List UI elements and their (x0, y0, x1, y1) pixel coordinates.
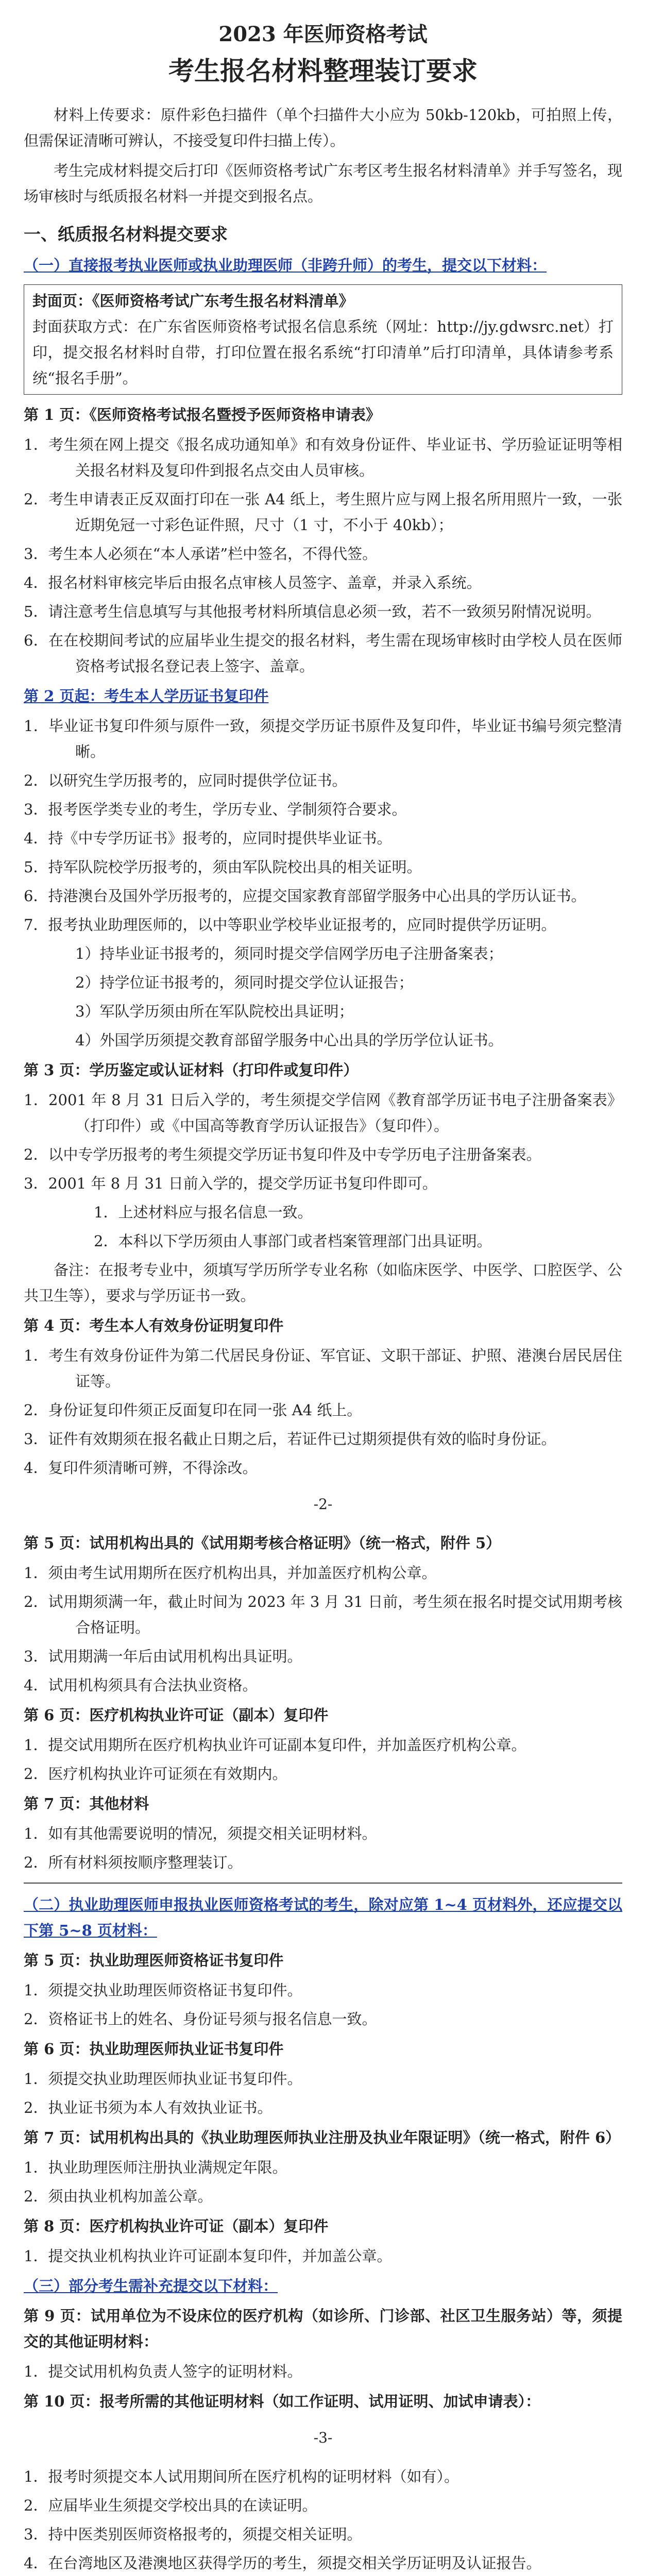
page7-list (24, 1821, 622, 1875)
qual-page6-heading: 第 6 页：执业助理医师执业证书复印件 (24, 2040, 284, 2058)
list-item: 2．医疗机构执业许可证须在有效期内。 (24, 1765, 287, 1783)
list-item: 1．2001 年 8 月 31 日后入学的，考生须提交学信网《教育部学历证书电子注册备案表》（打印件）或《中国高等教育学历认证报告》（复印件）。 (24, 1091, 622, 1134)
list-item: 1．考生须在网上提交《报名成功通知单》和有效身份证件、毕业证书、学历验证证明等相关报名材料及复印件到报名点交由人员审核。 (24, 436, 622, 479)
list-item: 2．须由执业机构加盖公章。 (24, 2188, 213, 2205)
page6-heading: 第 6 页：医疗机构执业许可证（副本）复印件 (24, 1706, 329, 1724)
list-item: 4．报名材料审核完毕后由报名点审核人员签字、盖章，并录入系统。 (24, 574, 482, 591)
list-item: 1．毕业证书复印件须与原件一致，须提交学历证书原件及复印件，毕业证书编号须完整清晰。 (24, 717, 622, 760)
list-item: 5．请注意考生信息填写与其他报考材料所填信息必须一致，若不一致须另附情况说明。 (24, 603, 601, 620)
list-item: 4．复印件须清晰可辨，不得涂改。 (24, 1459, 258, 1477)
list-item: 3．证件有效期须在报名截止日期之后，若证件已过期须提供有效的临时身份证。 (24, 1430, 556, 1448)
list-item: 1．考生有效身份证件为第二代居民身份证、军官证、文职干部证、护照、港澳台居民居住证等。 (24, 1347, 622, 1390)
list-item: 3．持中医类别医师资格报考的，须提交相关证明。 (24, 2526, 362, 2543)
list-item: 4．持《中专学历证书》报考的，应同时提供毕业证书。 (24, 829, 392, 847)
list-item: 2．以中专学历报考的考生须提交学历证书复印件及中专学历电子注册备案表。 (24, 1146, 541, 1163)
list-item: 5．持军队院校学历报考的，须由军队院校出具的相关证明。 (24, 858, 422, 876)
list-subitem: 1．上述材料应与报名信息一致。 (94, 1204, 313, 1221)
list-item: 1．提交执业机构执业许可证副本复印件，并加盖公章。 (24, 2247, 392, 2265)
list-item: 7．报考执业助理医师的，以中等职业学校毕业证报考的，应同时提供学历证明。 (24, 916, 556, 934)
qual-page7-list (24, 2155, 622, 2209)
subsection-heading-1: （一）直接报考执业医师或执业助理医师（非跨升师）的考生，提交以下材料： (24, 257, 547, 274)
list-item: 1．执业助理医师注册执业满规定年限。 (24, 2159, 287, 2176)
cover-page-label: 封面页：《医师资格考试广东考生报名材料清单》 (32, 292, 354, 310)
document-title-year: 2023 年医师资格考试 (218, 22, 428, 46)
subsection-heading-3: （三）部分考生需补充提交以下材料： (24, 2277, 278, 2295)
page9-heading: 第 9 页：试用单位为不设床位的医疗机构（如诊所、门诊部、社区卫生服务站）等，须提交的其他证明材料： (24, 2307, 622, 2350)
page1-list (24, 432, 622, 679)
page10-list (24, 2464, 622, 2576)
page-number: -3- (313, 2429, 333, 2446)
list-item: 2．执业证书须为本人有效执业证书。 (24, 2099, 273, 2116)
list-item: 3．报考医学类专业的考生，学历专业、学制须符合要求。 (24, 801, 407, 818)
cover-page-box (24, 284, 622, 395)
page7-heading: 第 7 页：其他材料 (24, 1795, 149, 1812)
page2-list (24, 713, 622, 1053)
list-item: 1．须由考生试用期所在医疗机构出具，并加盖医疗机构公章。 (24, 1564, 437, 1582)
intro-upload-requirement: 材料上传要求：原件彩色扫描件（单个扫描件大小应为 50kb-120kb，可拍照上传，但需保证清晰可辨认，不接受复印件扫描上传）。 (24, 106, 622, 149)
document-title: 考生报名材料整理装订要求 (168, 56, 478, 86)
list-item: 6．持港澳台及国外学历报考的，应提交国家教育部留学服务中心出具的学历认证书。 (24, 887, 586, 905)
list-item: 1．须提交执业助理医师资格证书复印件。 (24, 1981, 302, 1999)
page-number: -2- (313, 1496, 333, 1513)
intro-print-requirement: 考生完成材料提交后打印《医师资格考试广东考区考生报名材料清单》并手写签名，现场审核时与纸质报名材料一并提交到报名点。 (24, 162, 622, 205)
list-item: 3．考生本人必须在“本人承诺”栏中签名，不得代签。 (24, 545, 378, 563)
page5-list (24, 1560, 622, 1698)
page6-list (24, 1732, 622, 1787)
list-subitem: 2．本科以下学历须由人事部门或者档案管理部门出具证明。 (94, 1232, 492, 1250)
qual-page8-list (24, 2243, 622, 2269)
list-item: 3．2001 年 8 月 31 日前入学的，提交学历证书复印件即可。 (24, 1175, 437, 1192)
page4-list (24, 1343, 622, 1481)
list-item: 1．如有其他需要说明的情况，须提交相关证明材料。 (24, 1825, 377, 1842)
list-item: 1．提交试用期所在医疗机构执业许可证副本复印件，并加盖医疗机构公章。 (24, 1736, 526, 1754)
qual-page6-list (24, 2066, 622, 2121)
list-item: 4．在台湾地区及港澳地区获得学历的考生，须提交相关学历证明及认证报告。 (24, 2554, 541, 2572)
list-item: 2．考生申请表正反双面打印在一张 A4 纸上，考生照片应与网上报名所用照片一致，一张近期免冠一寸彩色证件照，尺寸（1 寸，不小于 40kb）； (24, 490, 622, 534)
list-item: 1．报考时须提交本人试用期间所在医疗机构的证明材料（如有）。 (24, 2468, 459, 2485)
list-item: 2．资格证书上的姓名、身份证号须与报名信息一致。 (24, 2010, 377, 2028)
list-item: 2．所有材料须按顺序整理装订。 (24, 1854, 243, 1871)
list-item: 4．试用机构须具有合法执业资格。 (24, 1676, 258, 1694)
list-subitem: 2）持学位证书报考的，须同时提交学位认证报告； (75, 974, 414, 991)
list-item: 2．身份证复印件须正反面复印在同一张 A4 纸上。 (24, 1401, 362, 1419)
list-item: 1．须提交执业助理医师执业证书复印件。 (24, 2070, 302, 2088)
page2-heading: 第 2 页起：考生本人学历证书复印件 (24, 687, 269, 705)
list-item: 3．试用期满一年后由试用机构出具证明。 (24, 1648, 302, 1665)
cover-page-instruction: 封面获取方式：在广东省医师资格考试报名信息系统（网址：http://jy.gdwsrc.net）打印，提交报名材料时自带，打印位置在报名系统“打印清单”后打印清单，具体请参考系统“报名手册”。 (32, 318, 614, 387)
list-item: 2．以研究生学历报考的，应同时提供学位证书。 (24, 772, 347, 789)
page4-heading: 第 4 页：考生本人有效身份证明复印件 (24, 1317, 284, 1334)
section-heading-1: 一、纸质报名材料提交要求 (24, 224, 228, 244)
qual-page5-heading: 第 5 页：执业助理医师资格证书复印件 (24, 1952, 284, 1969)
qual-page5-list (24, 1977, 622, 2032)
page5-heading: 第 5 页：试用机构出具的《试用期考核合格证明》（统一格式，附件 5） (24, 1534, 501, 1552)
qual-page8-heading: 第 8 页：医疗机构执业许可证（副本）复印件 (24, 2217, 329, 2235)
divider (24, 1883, 622, 1884)
list-subitem: 3）军队学历须由所在军队院校出具证明； (75, 1003, 354, 1020)
page9-list (24, 2359, 622, 2384)
qual-page7-heading: 第 7 页：试用机构出具的《执业助理医师执业注册及执业年限证明》（统一格式，附件 6） (24, 2129, 621, 2146)
list-item: 2．应届毕业生须提交学校出具的在读证明。 (24, 2497, 317, 2514)
list-item: 6．在在校期间考试的应届毕业生提交的报名材料，考生需在现场审核时由学校人员在医师资格考试报名登记表上签字、盖章。 (24, 632, 622, 675)
list-item: 2．试用期须满一年，截止时间为 2023 年 3 月 31 日前，考生须在报名时提交试用期考核合格证明。 (24, 1593, 622, 1636)
subsection-heading-2: （二）执业助理医师申报执业医师资格考试的考生，除对应第 1~4 页材料外，还应提交以下第 5~8 页材料： (24, 1896, 622, 1939)
list-subitem: 1）持毕业证书报考的，须同时提交学信网学历电子注册备案表； (75, 945, 503, 962)
list-subitem: 4）外国学历须提交教育部留学服务中心出具的学历学位认证书。 (75, 1031, 503, 1049)
list-item: 1．提交试用机构负责人签字的证明材料。 (24, 2363, 302, 2380)
page1-heading: 第 1 页：《医师资格考试报名暨授予医师资格申请表》 (24, 406, 381, 423)
page3-list (24, 1087, 622, 1254)
page10-heading: 第 10 页：报考所需的其他证明材料（如工作证明、试用证明、加试申请表）： (24, 2393, 541, 2410)
page3-note: 备注：在报考专业中，须填写学历所学专业名称（如临床医学、中医学、口腔医学、公共卫生等），要求与学历证书一致。 (24, 1261, 622, 1304)
page3-heading: 第 3 页：学历鉴定或认证材料（打印件或复印件） (24, 1061, 359, 1079)
